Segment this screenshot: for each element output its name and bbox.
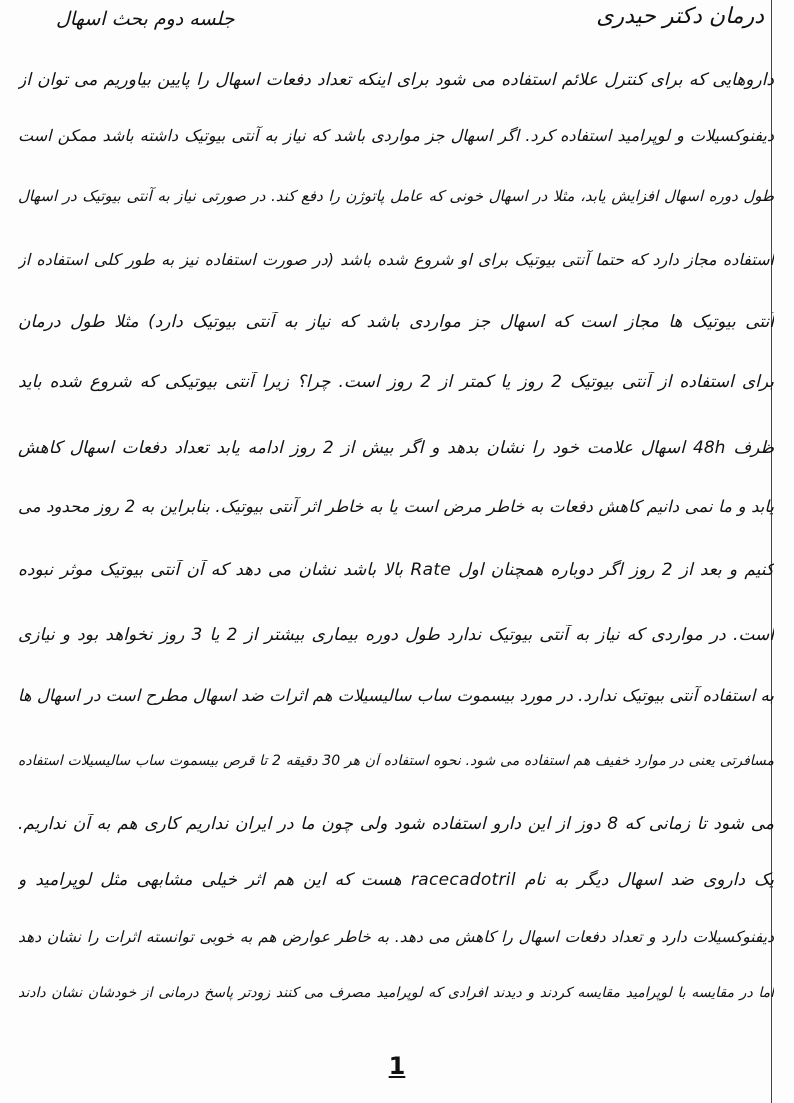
text-line: دیفنوکسیلات و لوپرامید استفاده کرد. اگر اسهال جز مواردی باشد که نیاز به آنتی بیوتیک داشته باشد ممکن است bbox=[18, 126, 774, 145]
session-label: جلسه دوم بحث اسهال bbox=[56, 8, 235, 30]
text-line: اما در مقایسه با لوپرامید مقایسه کردند و دیدند افرادی که لوپرامید مصرف می کنند زودتر پاسخ درمانی از خودشان نشان دادند bbox=[18, 985, 774, 1001]
text-line: یابد و ما نمی دانیم کاهش دفعات به خاطر مرض است یا به خاطر اثر آنتی بیوتیک. بنابراین به 2 روز محدود می bbox=[18, 497, 774, 516]
text-line: مسافرتی یعنی در موارد خفیف هم استفاده می شود. نحوه استفاده آن هر 30 دقیقه 2 تا قرص بیسموت ساب سالیسیلات استفاده bbox=[18, 753, 774, 769]
page-title: درمان دکتر حیدری bbox=[596, 4, 764, 29]
text-line: ظرف 48h اسهال علامت خود را نشان بدهد و اگر بیش از 2 روز ادامه یابد تعداد دفعات اسهال کاهش bbox=[18, 438, 774, 458]
page-number: 1 bbox=[388, 1052, 406, 1080]
text-line: می شود تا زمانی که 8 دوز از این دارو استفاده شود ولی چون ما در ایران نداریم کاری هم به آن نداریم. bbox=[18, 814, 774, 834]
text-line: برای استفاده از آنتی بیوتیک 2 روز یا کمتر از 2 روز است. چرا؟ زیرا آنتی بیوتیکی که شروع شده باید bbox=[18, 372, 774, 392]
text-line: استفاده مجاز دارد که حتما آنتی بیوتیک برای او شروع شده باشد (در صورت استفاده نیز به طور کلی استفاده از bbox=[18, 250, 774, 269]
text-line: کنیم و بعد از 2 روز اگر دوباره همچنان اول Rate بالا باشد نشان می دهد که آن آنتی بیوتیک موثر نبوده bbox=[18, 560, 774, 580]
text-line: یک داروی ضد اسهال دیگر به نام racecadotril هست که این هم اثر خیلی مشابهی مثل لوپرامید و bbox=[18, 870, 774, 890]
text-line: داروهایی که برای کنترل علائم استفاده می شود برای اینکه تعداد دفعات اسهال را پایین بیاوریم می توان از bbox=[18, 70, 774, 90]
text-line: به استفاده آنتی بیوتیک ندارد. در مورد بیسموت ساب سالیسیلات هم اثرات ضد اسهال مطرح است در اسهال ها bbox=[18, 686, 774, 705]
text-line: آنتی بیوتیک ها مجاز است که اسهال جز مواردی باشد که نیاز به آنتی بیوتیک دارد) مثلا طول درمان bbox=[18, 312, 774, 332]
text-line: طول دوره اسهال افزایش یابد، مثلا در اسهال خونی که عامل پاتوژن را دفع کند. در صورتی نیاز به آنتی بیوتیک در اسهال bbox=[18, 187, 774, 205]
text-line: دیفنوکسیلات دارد و تعداد دفعات اسهال را کاهش می دهد. به خاطر عوارض هم به خوبی توانسته اثرات را نشان دهد bbox=[18, 928, 774, 946]
text-line: است. در مواردی که نیاز به آنتی بیوتیک ندارد طول دوره بیماری بیشتر از 2 یا 3 روز نخواهد بود و نیازی bbox=[18, 625, 774, 645]
